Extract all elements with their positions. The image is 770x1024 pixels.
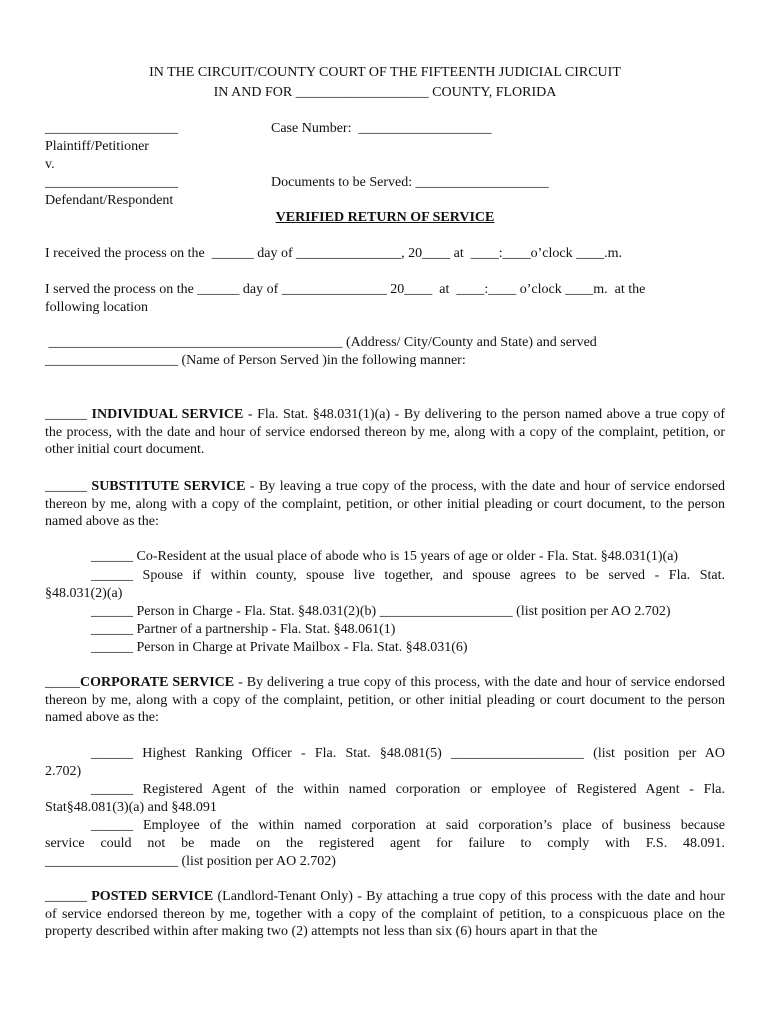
plaintiff-blank[interactable]: ___________________ — [45, 121, 178, 136]
person-in-charge-option[interactable]: ______ Person in Charge - Fla. Stat. §48.031(2)(b) ___________________ (list position per AO 2.702) — [91, 604, 671, 619]
served-line[interactable]: I served the process on the ______ day of _______________ 20____ at ____:____ o’clock ____m. at the — [45, 282, 646, 297]
page-title: VERIFIED RETURN OF SERVICE — [275, 210, 495, 225]
posted-service-paragraph — [45, 888, 725, 941]
corporate-service-blank[interactable]: _____ — [45, 675, 80, 690]
substitute-service-heading: SUBSTITUTE SERVICE — [91, 479, 246, 494]
registered-agent-option[interactable]: ______ Registered Agent of the within named corporation or employee of Registered Agent - Fla. — [91, 782, 725, 797]
substitute-service-blank[interactable]: ______ — [45, 479, 87, 494]
county-line: IN AND FOR ___________________ COUNTY, FLORIDA — [213, 85, 557, 100]
documents-served-field[interactable]: Documents to be Served: ___________________ — [271, 175, 549, 190]
registered-agent-option-cont: Stat§48.081(3)(a) and §48.091 — [45, 800, 217, 815]
partner-option[interactable]: ______ Partner of a partnership - Fla. Stat. §48.061(1) — [91, 622, 396, 637]
case-number-field[interactable]: Case Number: ___________________ — [271, 121, 492, 136]
corporate-service-paragraph — [45, 674, 725, 727]
corporate-service-heading: CORPORATE SERVICE — [80, 675, 235, 690]
employee-option[interactable]: ______ Employee of the within named corporation at said corporation’s place of business because — [91, 818, 725, 833]
employee-option-cont: service could not be made on the registered agent for failure to comply with F.S. 48.091. — [45, 836, 725, 851]
posted-service-heading: POSTED SERVICE — [91, 889, 214, 904]
corporate-service-text: - By delivering a true copy of this process, with the date and hour of service endorsed thereon by me, along with a copy of the complaint, petition, or other initial pleading or court document to the person named above as the: — [45, 675, 725, 725]
plaintiff-label: Plaintiff/Petitioner — [45, 139, 149, 154]
individual-service-paragraph — [45, 406, 725, 459]
posted-service-text: (Landlord-Tenant Only) - By attaching a true copy of this process with the date and hour of service endorsed thereon by me, together with a copy of the complaint of petition, to a conspicuous place on the property described within after making two (2) attempts not less than six (6) hours apart in that the — [45, 889, 725, 939]
defendant-label: Defendant/Respondent — [45, 193, 174, 208]
individual-service-heading: INDIVIDUAL SERVICE — [91, 407, 244, 422]
employee-position-line[interactable]: ___________________ (list position per AO 2.702) — [45, 854, 336, 869]
highest-officer-option-cont: 2.702) — [45, 764, 82, 779]
spouse-option-statute: §48.031(2)(a) — [45, 586, 123, 601]
court-heading: IN THE CIRCUIT/COUNTY COURT OF THE FIFTEENTH JUDICIAL CIRCUIT — [149, 65, 621, 80]
individual-service-blank[interactable]: ______ — [45, 407, 87, 422]
versus-label: v. — [45, 157, 55, 172]
posted-service-blank[interactable]: ______ — [45, 889, 87, 904]
served-line-continued: following location — [45, 300, 149, 315]
spouse-option[interactable]: ______ Spouse if within county, spouse live together, and spouse agrees to be served - Fla. Stat. — [91, 568, 725, 583]
received-line[interactable]: I received the process on the ______ day of _______________, 20____ at ____:____o’clock ____.m. — [45, 246, 623, 261]
individual-service-text: - Fla. Stat. §48.031(1)(a) - By delivering to the person named above a true copy of the process, with the date and hour of service endorsed thereon by me, along with a copy of the complaint, petition, or other initial court document. — [45, 407, 726, 457]
co-resident-option[interactable]: ______ Co-Resident at the usual place of abode who is 15 years of age or older - Fla. Stat. §48.031(1)(a) — [91, 549, 679, 564]
substitute-service-text: - By leaving a true copy of the process, with the date and hour of service endorsed thereon by me, along with a copy of the complaint, petition, or other initial pleading or court document, to the person named above as the: — [45, 479, 726, 529]
person-served-line[interactable]: ___________________ (Name of Person Served )in the following manner: — [45, 353, 466, 368]
address-line[interactable]: __________________________________________ (Address/ City/County and State) and served — [45, 335, 597, 350]
substitute-service-paragraph — [45, 478, 725, 531]
defendant-blank[interactable]: ___________________ — [45, 175, 178, 190]
private-mailbox-option[interactable]: ______ Person in Charge at Private Mailbox - Fla. Stat. §48.031(6) — [91, 640, 468, 655]
highest-officer-option[interactable]: ______ Highest Ranking Officer - Fla. Stat. §48.081(5) ___________________ (list position per AO — [91, 746, 725, 761]
